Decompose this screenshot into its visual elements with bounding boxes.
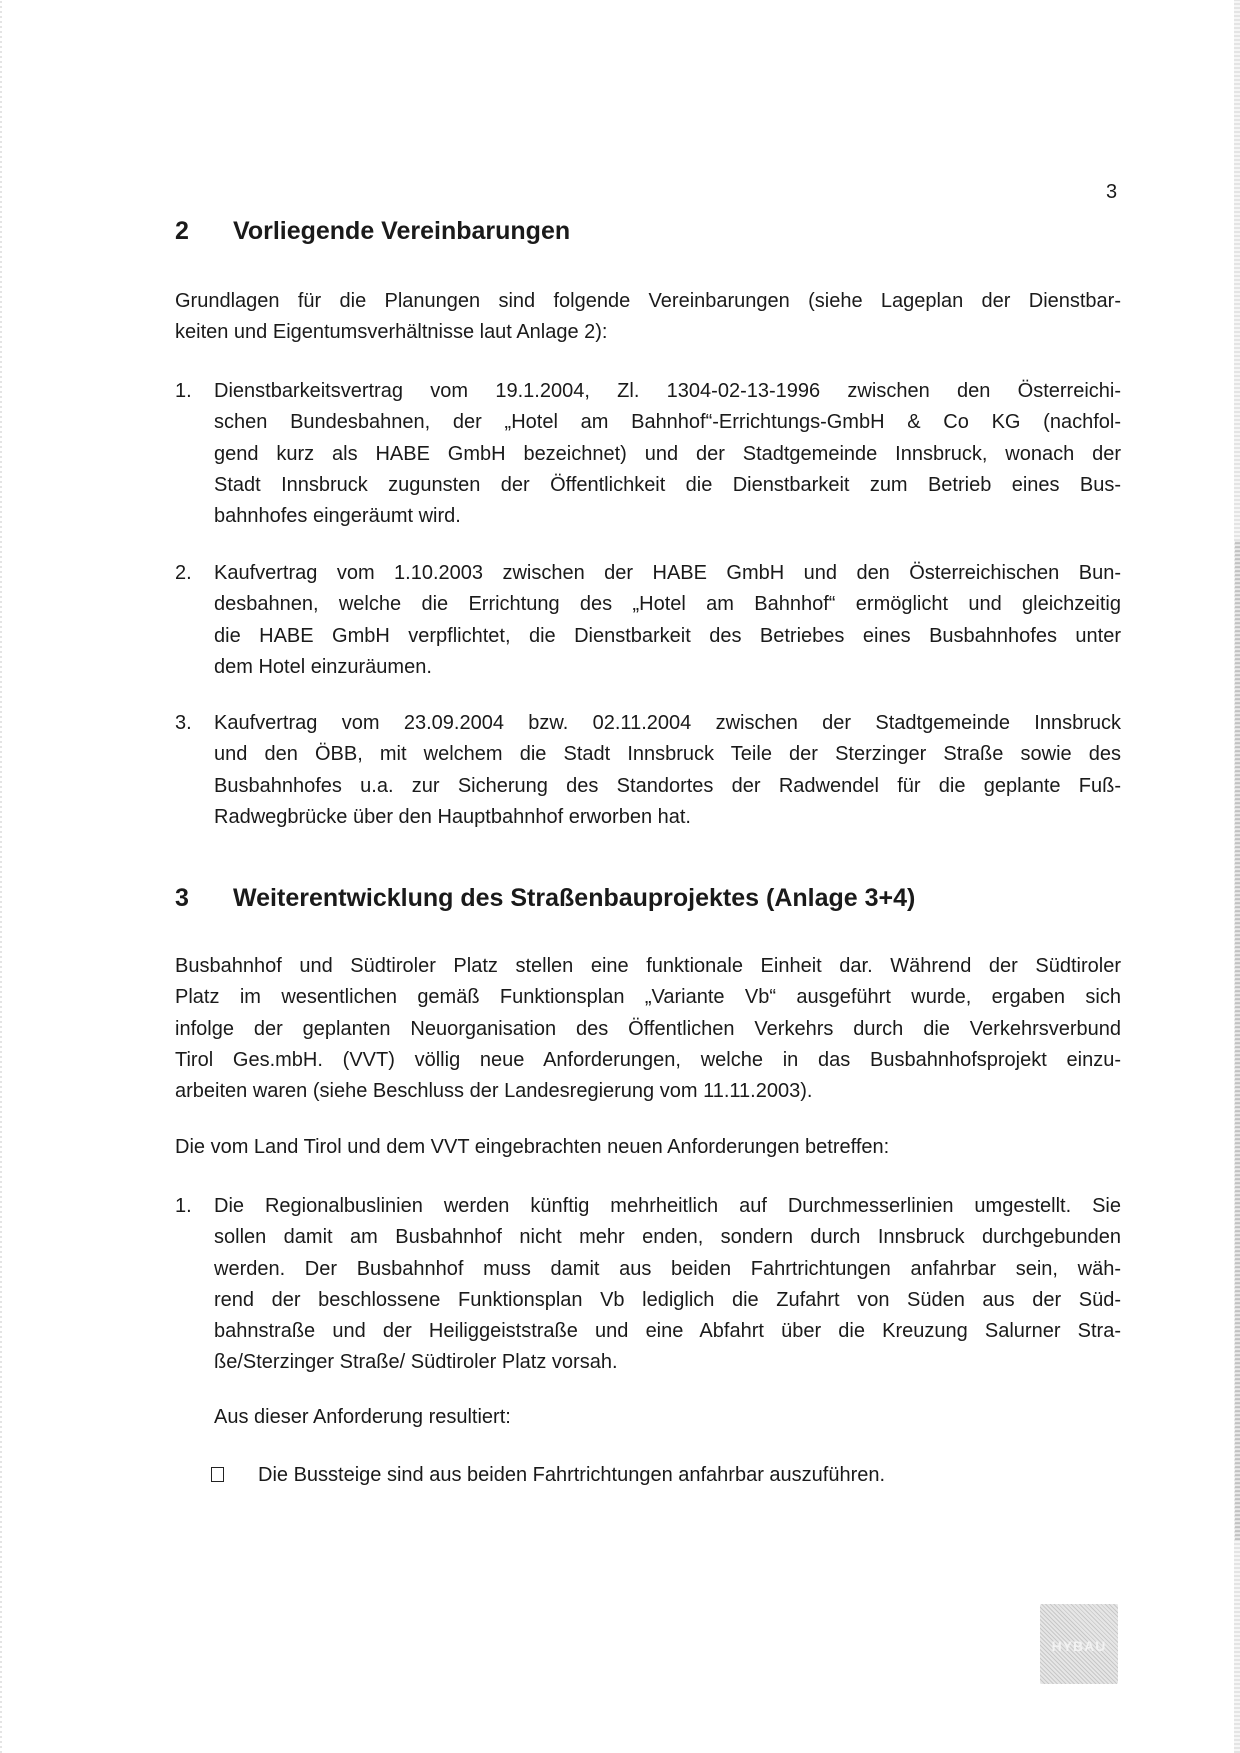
result-intro: [214, 1402, 1121, 1433]
text-line: Kaufvertrag vom 23.09.2004 bzw. 02.11.2004 zwischen der Stadtgemeinde Innsbruck: [214, 712, 1121, 734]
text-line: werden. Der Busbahnhof muss damit aus beiden Fahrtrichtungen anfahrbar sein, wäh-: [214, 1257, 1121, 1280]
text-line: Grundlagen für die Planungen sind folgende Vereinbarungen (siehe Lageplan der Dienstbar-: [175, 290, 1121, 312]
text-line: desbahnen, welche die Errichtung des „Hotel am Bahnhof“ ermöglicht und gleichzeitig: [214, 593, 1121, 616]
text-line: bahnstraße und der Heiliggeiststraße und eine Abfahrt über die Kreuzung Salurner Stra-: [214, 1320, 1121, 1343]
text-line: Die vom Land Tirol und dem VVT eingebrachten neuen Anforderungen betreffen:: [175, 1136, 890, 1158]
section-number: 2: [175, 217, 189, 245]
text-line: bahnhofes eingeräumt wird.: [214, 505, 461, 528]
logo-text: HYBAU: [1051, 1638, 1107, 1654]
text-line: gend kurz als HABE GmbH bezeichnet) und der Stadtgemeinde Innsbruck, wonach der: [214, 442, 1121, 465]
list-item: [175, 1191, 1121, 1379]
text-line: Platz im wesentlichen gemäß Funktionsplan „Variante Vb“ ausgeführt wurde, ergaben sich: [175, 986, 1121, 1009]
list-number: 1.: [175, 380, 192, 402]
text-line: schen Bundesbahnen, der „Hotel am Bahnhof“-Errichtungs-GmbH & Co KG (nachfol-: [214, 411, 1121, 434]
bullet-item: [258, 1460, 1121, 1491]
scan-edge-right-dark: [1235, 540, 1240, 1540]
text-line: dem Hotel einzuräumen.: [214, 655, 432, 678]
text-line: infolge der geplanten Neuorganisation des Öffentlichen Verkehrs durch die Verkehrsverbund: [175, 1017, 1121, 1040]
text-line: rend der beschlossene Funktionsplan Vb lediglich die Zufahrt von Süden aus der Süd-: [214, 1288, 1121, 1311]
list-item: [175, 376, 1121, 532]
section-number: 3: [175, 884, 189, 912]
requirements-lead: [175, 1132, 1121, 1163]
list-number: 2.: [175, 562, 192, 584]
section-title: Vorliegende Vereinbarungen: [233, 217, 571, 245]
text-line: die HABE GmbH verpflichtet, die Dienstbarkeit des Betriebes eines Busbahnhofes unter: [214, 624, 1121, 647]
text-line: sollen damit am Busbahnhof nicht mehr enden, sondern durch Innsbruck durchgebunden: [214, 1226, 1121, 1249]
text-line: arbeiten waren (siehe Beschluss der Landesregierung vom 11.11.2003).: [175, 1080, 813, 1103]
text-line: Tirol Ges.mbH. (VVT) völlig neue Anforderungen, welche in das Busbahnhofsprojekt einzu-: [175, 1048, 1121, 1071]
page-number: 3: [1106, 181, 1118, 203]
text-line: Busbahnhof und Südtiroler Platz stellen eine funktionale Einheit dar. Während der Südtiroler: [175, 955, 1121, 977]
list-number: 1.: [175, 1195, 192, 1217]
checkbox-bullet-icon: [211, 1467, 224, 1482]
text-line: Radwegbrücke über den Hauptbahnhof erworben hat.: [214, 805, 691, 828]
text-line: keiten und Eigentumsverhältnisse laut Anlage 2):: [175, 321, 608, 344]
text-line: Stadt Innsbruck zugunsten der Öffentlichkeit die Dienstbarkeit zum Betrieb eines Bus-: [214, 473, 1121, 496]
list-item: [175, 708, 1121, 833]
text-line: Kaufvertrag vom 1.10.2003 zwischen der HABE GmbH und den Österreichischen Bun-: [214, 562, 1121, 584]
text-line: Die Regionalbuslinien werden künftig mehrheitlich auf Durchmesserlinien umgestellt. Sie: [214, 1195, 1121, 1217]
section-3-heading: [175, 881, 915, 915]
list-number: 3.: [175, 712, 192, 734]
text-line: Die Bussteige sind aus beiden Fahrtrichtungen anfahrbar auszuführen.: [258, 1464, 886, 1486]
text-line: Aus dieser Anforderung resultiert:: [214, 1406, 511, 1428]
text-line: Busbahnhofes u.a. zur Sicherung des Standortes der Radwendel für die geplante Fuß-: [214, 774, 1121, 797]
company-logo: [1040, 1604, 1118, 1684]
text-line: Dienstbarkeitsvertrag vom 19.1.2004, Zl. 1304-02-13-1996 zwischen den Österreichi-: [214, 380, 1121, 402]
text-line: und den ÖBB, mit welchem die Stadt Innsbruck Teile der Sterzinger Straße sowie des: [214, 743, 1121, 766]
section-3-intro: [175, 951, 1121, 1107]
section-2-intro: [175, 286, 1121, 349]
text-line: ße/Sterzinger Straße/ Südtiroler Platz vorsah.: [214, 1351, 618, 1374]
scan-edge-left: [0, 0, 2, 1753]
section-title: Weiterentwicklung des Straßenbauprojektes (Anlage 3+4): [233, 884, 916, 912]
section-2-heading: [175, 214, 570, 248]
list-item: [175, 558, 1121, 683]
